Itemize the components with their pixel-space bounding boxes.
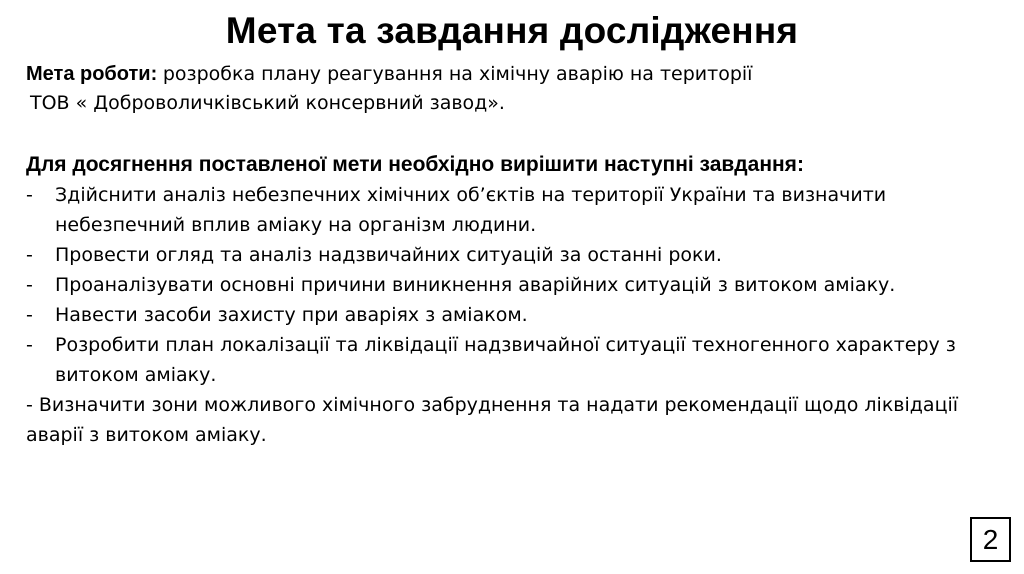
page-number: 2: [970, 517, 1011, 562]
task-item: [26, 180, 1006, 240]
tasks-heading: Для досягнення поставленої мети необхідно вирішити наступні завдання:: [26, 153, 804, 176]
task-item: [26, 300, 1006, 330]
task-text: Навести засоби захисту при аваріях з аміаком.: [55, 304, 528, 326]
goal-line-1: [26, 60, 1006, 89]
task-item: [26, 330, 1006, 390]
task-marker: -: [26, 244, 33, 266]
task-item: [26, 270, 1006, 300]
goal-section: [26, 60, 1006, 118]
task-text: Розробити план локалізації та ліквідації надзвичайної ситуації техногенного характеру з витоком аміаку.: [55, 334, 956, 386]
task-item: [26, 240, 1006, 270]
goal-label: Мета роботи:: [26, 63, 158, 85]
task-marker: -: [26, 274, 33, 296]
task-text: Проаналізувати основні причини виникнення аварійних ситуацій з витоком аміаку.: [55, 274, 896, 296]
task-marker: -: [26, 304, 33, 326]
task-item-last: - Визначити зони можливого хімічного забруднення та надати рекомендації щодо ліквідації аварії з витоком аміаку.: [26, 394, 959, 446]
task-marker: -: [26, 184, 33, 206]
tasks-section: [26, 150, 1006, 450]
task-marker: -: [26, 334, 33, 356]
goal-line-2: ТОВ « Доброволичківський консервний завод».: [30, 92, 505, 114]
slide-title: Мета та завдання дослідження: [225, 10, 799, 51]
task-text: Здійснити аналіз небезпечних хімічних об’єктів на території України та визначити небезпечний вплив аміаку на організм людини.: [55, 184, 887, 236]
goal-text: розробка плану реагування на хімічну аварію на території: [162, 63, 753, 85]
task-text: Провести огляд та аналіз надзвичайних ситуацій за останні роки.: [55, 244, 722, 266]
